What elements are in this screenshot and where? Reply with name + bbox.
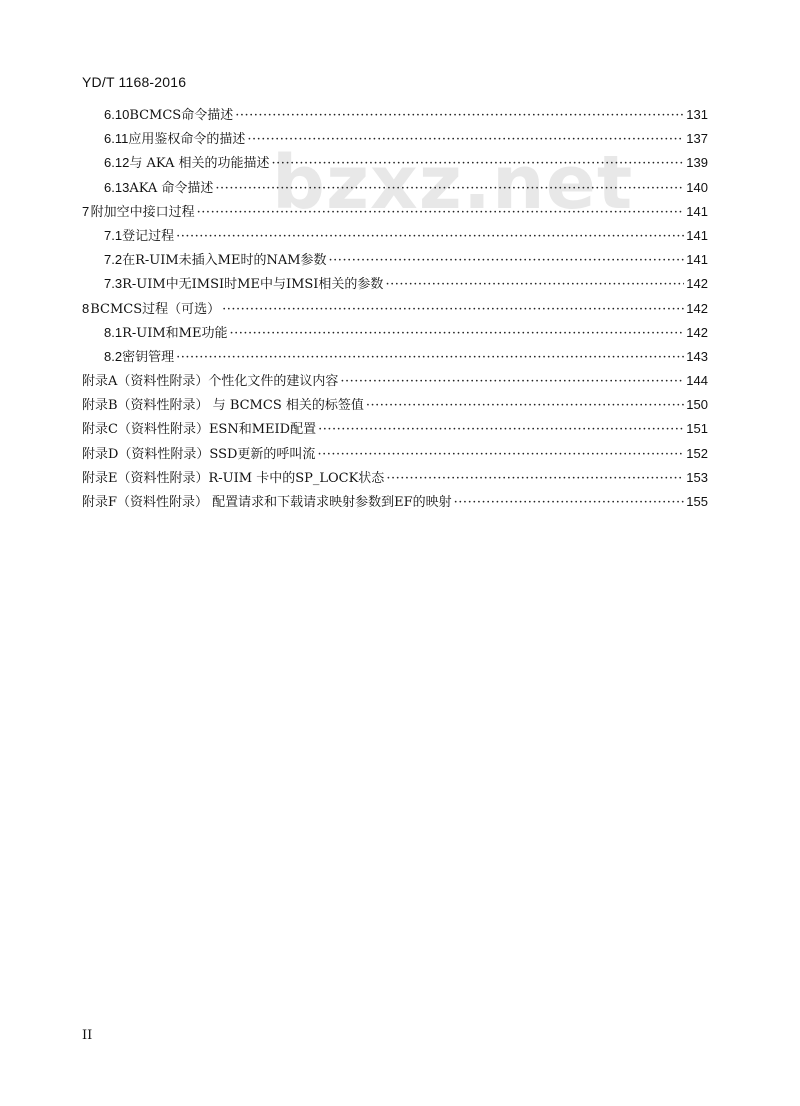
toc-title: 密钥管理 xyxy=(122,349,175,365)
toc-appendix-entry[interactable] xyxy=(82,394,708,418)
toc-title: 与 AKA 相关的功能描述 xyxy=(129,156,270,172)
toc-leader xyxy=(386,471,684,486)
toc-number: 7.3 xyxy=(104,276,123,292)
toc-leader xyxy=(176,350,684,365)
toc-title: 在R-UIM未插入ME时的NAM参数 xyxy=(122,253,327,269)
toc-title: 附录C（资料性附录）ESN和MEID配置 xyxy=(82,422,317,438)
toc-entry[interactable] xyxy=(82,298,708,322)
toc-title: R-UIM和ME功能 xyxy=(122,325,228,341)
toc-appendix-entry[interactable] xyxy=(82,491,708,515)
toc-entry[interactable] xyxy=(82,152,708,176)
toc-page: 140 xyxy=(686,179,708,195)
toc-page: 131 xyxy=(686,107,708,122)
toc-appendix-entry[interactable] xyxy=(82,467,708,491)
toc-number: 7.1 xyxy=(104,227,123,243)
toc-leader xyxy=(385,277,684,292)
toc-page: 142 xyxy=(686,300,708,316)
toc-page: 137 xyxy=(686,131,708,147)
toc-page: 151 xyxy=(686,421,708,437)
page-number: II xyxy=(82,1028,93,1043)
toc-number: 6.10 xyxy=(104,107,130,122)
toc-title: 登记过程 xyxy=(122,228,175,244)
toc-title: 附录D（资料性附录）SSD更新的呼叫流 xyxy=(82,446,316,462)
toc-leader xyxy=(176,229,684,244)
toc-page: 139 xyxy=(686,155,708,171)
toc-page: 141 xyxy=(686,227,708,243)
toc-title: 附录E（资料性附录）R-UIM 卡中的SP_LOCK状态 xyxy=(82,470,385,486)
toc-page: 152 xyxy=(686,445,708,461)
toc-entry[interactable] xyxy=(82,225,708,249)
toc-leader xyxy=(454,495,685,510)
toc-page: 142 xyxy=(686,276,708,292)
toc-leader xyxy=(329,253,685,268)
toc-title: BCMCS过程（可选） xyxy=(90,301,221,317)
toc-leader xyxy=(197,205,685,220)
toc-leader xyxy=(247,132,684,147)
toc-page: 142 xyxy=(686,324,708,340)
toc-appendix-entry[interactable] xyxy=(82,370,708,394)
toc-title: 应用鉴权命令的描述 xyxy=(128,132,246,148)
toc-appendix-entry[interactable] xyxy=(82,443,708,467)
toc-number: 7 xyxy=(82,203,90,219)
toc-entry[interactable] xyxy=(82,273,708,297)
toc-title: 附录B（资料性附录） 与 BCMCS 相关的标签值 xyxy=(82,398,364,414)
toc-leader xyxy=(235,108,684,123)
toc-title: BCMCS命令描述 xyxy=(129,108,234,123)
toc-title: 附录F（资料性附录） 配置请求和下载请求映射参数到EF的映射 xyxy=(82,495,452,510)
watermark: bzxz.net xyxy=(272,140,634,226)
toc-page: 144 xyxy=(686,373,708,389)
toc-leader xyxy=(318,422,684,437)
toc-appendix-entry[interactable] xyxy=(82,418,708,442)
toc-page: 150 xyxy=(686,397,708,413)
toc-number: 8 xyxy=(82,300,90,316)
toc-title: R-UIM中无IMSI时ME中与IMSI相关的参数 xyxy=(122,277,384,293)
toc-leader xyxy=(317,447,684,462)
toc-leader xyxy=(222,302,684,317)
toc-entry[interactable] xyxy=(82,104,708,128)
toc-entry[interactable] xyxy=(82,177,708,201)
table-of-contents xyxy=(82,104,708,515)
toc-page: 155 xyxy=(686,494,708,509)
toc-entry[interactable] xyxy=(82,249,708,273)
toc-page: 143 xyxy=(686,348,708,364)
toc-leader xyxy=(272,156,685,171)
toc-number: 6.13 xyxy=(104,179,130,195)
toc-leader xyxy=(340,374,684,389)
toc-leader xyxy=(215,181,684,196)
toc-page: 141 xyxy=(686,203,708,219)
toc-number: 8.1 xyxy=(104,324,123,340)
document-id: YD/T 1168-2016 xyxy=(82,74,187,90)
toc-number: 7.2 xyxy=(104,252,123,268)
toc-entry[interactable] xyxy=(82,346,708,370)
toc-number: 8.2 xyxy=(104,348,123,364)
toc-page: 153 xyxy=(686,469,708,485)
toc-title: AKA 命令描述 xyxy=(129,180,214,196)
toc-leader xyxy=(366,398,684,413)
toc-number: 6.12 xyxy=(104,155,130,171)
toc-title: 附录A（资料性附录）个性化文件的建议内容 xyxy=(82,374,339,390)
toc-entry[interactable] xyxy=(82,201,708,225)
toc-page: 141 xyxy=(686,252,708,268)
toc-entry[interactable] xyxy=(82,128,708,152)
toc-number: 6.11 xyxy=(104,131,129,147)
toc-leader xyxy=(229,326,684,341)
toc-title: 附加空中接口过程 xyxy=(90,204,195,220)
toc-entry[interactable] xyxy=(82,322,708,346)
